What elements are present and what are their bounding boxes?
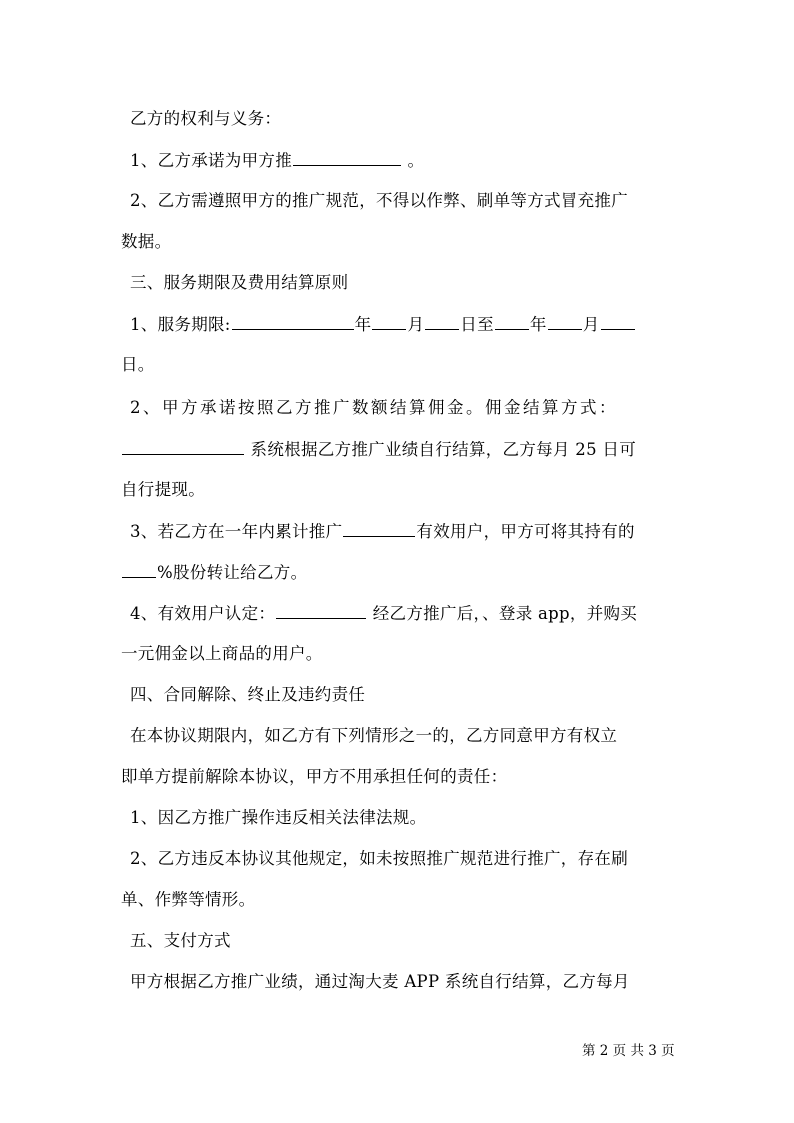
paragraph-line bbox=[130, 602, 637, 625]
section-heading: 三、服务期限及费用结算原则 bbox=[130, 273, 349, 292]
text-segment: 4、有效用户认定： bbox=[130, 604, 276, 623]
paragraph-line bbox=[130, 520, 635, 543]
section-heading: 四、合同解除、终止及违约责任 bbox=[130, 685, 366, 704]
page-number: 第 2 页 共 3 页 bbox=[582, 1043, 675, 1059]
section-heading: 五、支付方式 bbox=[130, 931, 231, 950]
text-segment: 有效用户，甲方可将其持有的 bbox=[416, 522, 635, 541]
blank-field bbox=[293, 149, 401, 166]
paragraph-line: 单、作弊等情形。 bbox=[121, 890, 256, 909]
blank-field bbox=[343, 520, 415, 537]
text-segment: 。 bbox=[407, 151, 425, 170]
text-segment: 月 bbox=[582, 315, 600, 334]
paragraph-line: 自行提现。 bbox=[121, 480, 205, 499]
blank-field bbox=[601, 313, 635, 330]
paragraph-line: 1、因乙方推广操作违反相关法律法规。 bbox=[130, 808, 427, 827]
blank-field bbox=[232, 313, 354, 330]
text-segment: 1、服务期限: bbox=[130, 315, 231, 334]
text-segment: 经乙方推广后，、登录 app，并购买 bbox=[372, 604, 638, 623]
text-segment: 系统根据乙方推广业绩自行结算，乙方每月 25 日可 bbox=[250, 440, 637, 459]
paragraph-line: 数据。 bbox=[121, 232, 172, 251]
text-segment: 年 bbox=[529, 315, 547, 334]
text-segment: 3、若乙方在一年内累计推广 bbox=[130, 522, 343, 541]
text-segment: %股份转让给乙方。 bbox=[157, 563, 308, 582]
text-segment: 年 bbox=[354, 315, 372, 334]
blank-field bbox=[425, 313, 459, 330]
paragraph-line: 即单方提前解除本协议，甲方不用承担任何的责任： bbox=[121, 767, 508, 786]
paragraph-line: 在本协议期限内，如乙方有下列情形之一的，乙方同意甲方有权立 bbox=[130, 726, 618, 745]
blank-field bbox=[548, 313, 582, 330]
paragraph-line bbox=[121, 561, 307, 584]
paragraph-line bbox=[130, 149, 424, 172]
blank-field bbox=[276, 602, 366, 619]
blank-field bbox=[495, 313, 529, 330]
blank-field bbox=[372, 313, 406, 330]
paragraph-line: 日。 bbox=[121, 355, 155, 374]
paragraph-line: 2、乙方违反本协议其他规定，如未按照推广规范进行推广，存在刷 bbox=[130, 849, 628, 868]
paragraph-line: 2、乙方需遵照甲方的推广规范，不得以作弊、刷单等方式冒充推广 bbox=[130, 191, 628, 210]
paragraph-line: 一元佣金以上商品的用户。 bbox=[121, 644, 323, 663]
text-segment: 日至 bbox=[460, 315, 494, 334]
paragraph-line bbox=[121, 438, 636, 461]
blank-field bbox=[122, 438, 244, 455]
rights-heading: 乙方的权利与义务： bbox=[130, 109, 282, 128]
text-segment: 月 bbox=[407, 315, 425, 334]
blank-field bbox=[122, 561, 156, 578]
paragraph-line: 2、甲方承诺按照乙方推广数额结算佣金。佣金结算方式： bbox=[130, 398, 618, 417]
paragraph-line bbox=[130, 313, 636, 336]
text-segment: 1、乙方承诺为甲方推 bbox=[130, 151, 292, 170]
paragraph-line: 甲方根据乙方推广业绩，通过淘大麦 APP 系统自行结算，乙方每月 bbox=[130, 972, 630, 991]
